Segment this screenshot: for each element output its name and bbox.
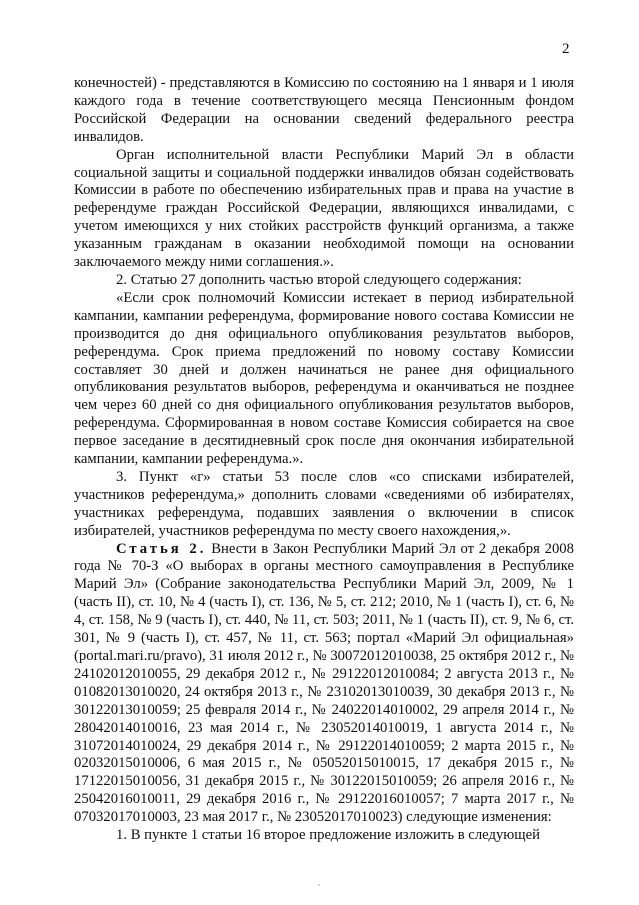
paragraph-article-2 — [74, 541, 574, 828]
paragraph-continuation: конечностей) - представляются в Комиссию по состоянию на 1 января и 1 июля каждого года в течение соответствующего месяца Пенсионным фондом Российской Федерации на основании сведений федерального реестра инвалидов. — [74, 75, 574, 145]
page-number: 2 — [562, 41, 570, 57]
article-2-text: Внести в Закон Республики Марий Эл от 2 декабря 2008 года № 70-З «О выборах в органы местного самоуправления в Республике Марий Эл» (Собрание законодательства Республики Марий Эл, 2009, № 1 (часть II), ст. 10, № 4 (часть I), ст. 136, № 5, ст. 212; 2010, № 1 (часть I), ст. 6, № 4, ст. 158, № 9 (часть I), ст. 440, № 11, ст. 503; 2011, № 1 (часть II), ст. 9, № 6, ст. 301, № 9 (часть I), ст. 457, № 11, ст. 563; портал «Марий Эл официальная» (portal.mari.ru/pravo), 31 июля 2012 г., № 30072012010038, 25 октября 2012 г., № 24102012010055, 29 декабря 2012 г., № 29122012010084; 2 августа 2013 г., № 01082013010020, 24 октября 2013 г., № 23102013010039, 30 декабря 2013 г., № 30122013010059; 25 февраля 2014 г., № 24022014010002, 29 апреля 2014 г., № 28042014010016, 23 мая 2014 г., № 23052014010019, 1 августа 2014 г., № 31072014010024, 29 декабря 2014 г., № 29122014010059; 2 марта 2015 г., № 02032015010006, 6 мая 2015 г., № 05052015010015, 17 декабря 2015 г., № 17122015010056, 31 декабря 2015 г., № 30122015010059; 26 апреля 2016 г., № 25042016010011, 29 декабря 2016 г., № 29122016010057; 7 марта 2017 г., № 07032017010003, 23 мая 2017 г., № 23052017010023) следующие изменения: — [74, 540, 574, 826]
paragraph-amendment-article-16: 1. В пункте 1 статьи 16 второе предложение изложить в следующей — [116, 827, 540, 844]
paragraph-amendment-article-53: 3. Пункт «г» статьи 53 после слов «со списками избирателей, участников референдума,» дополнить словами «сведениями об избирателях, участниках референдума, подавших заявления о включении в список избирателей, участников референдума по месту своего нахождения,». — [74, 468, 574, 539]
paragraph-quoted-commission-term: «Если срок полномочий Комиссии истекает в период избирательной кампании, кампании референдума, формирование нового состава Комиссии не производится до дня официального опубликования результатов выборов, референдума. Срок приема предложений по новому составу Комиссии составляет 30 дней и должен начинаться не ранее дня официального опубликования результатов выборов, референдума и оканчиваться не позднее чем через 60 дней со дня официального опубликования результатов выборов, референдума. Сформированная в новом составе Комиссия собирается на свое первое заседание в десятидневный срок после дня окончания избирательной кампании, кампании референдума.». — [74, 289, 574, 468]
document-body — [74, 75, 574, 845]
paragraph-amendment-article-27: 2. Статью 27 дополнить частью второй следующего содержания: — [116, 271, 522, 288]
article-2-heading: Статья 2. — [116, 540, 207, 557]
scan-dot — [318, 884, 320, 886]
paragraph-executive-body-duty: Орган исполнительной власти Республики Марий Эл в области социальной защиты и социальной поддержки инвалидов обязан содействовать Комиссии в работе по обеспечению избирательных прав и права на участие в референдуме граждан Российской Федерации, являющихся инвалидами, с учетом имеющихся у них стойких расстройств функций организма, а также указанным гражданам в оказании необходимой помощи на основании заключаемого между ними соглашения.». — [74, 146, 574, 271]
